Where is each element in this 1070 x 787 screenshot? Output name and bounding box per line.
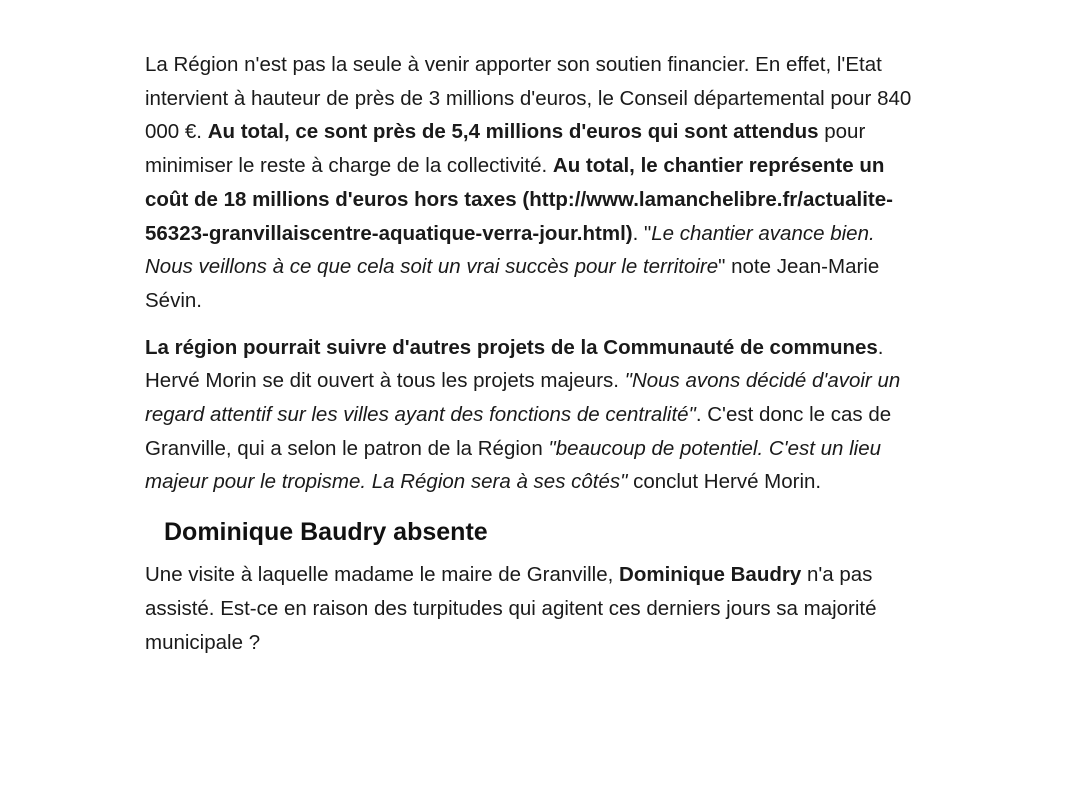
paragraph-text: . C'est donc le cas de Granville, qui a selon le patron de la Région [145, 403, 892, 460]
other-projects-highlight: La région pourrait suivre d'autres projets de la Communauté de communes [145, 335, 878, 359]
article-body [145, 48, 925, 659]
funding-total-highlight: Au total, ce sont près de 5,4 millions d'euros qui sont attendus [207, 120, 819, 144]
quote-sevin: Le chantier avance bien. Nous veillons à ce que cela soit un vrai succès pour le territoire [145, 221, 875, 279]
paragraph-text: Une visite à laquelle madame le maire de Granville, [145, 563, 620, 587]
paragraph-text: . " [632, 221, 652, 245]
paragraph-other-projects [145, 331, 925, 500]
paragraph-text: La Région n'est pas la seule à venir apporter son soutien financier. En effet, l'Etat intervient à hauteur de près de 3 millions d'euros, le Conseil départemental pour 840 000 €. [145, 53, 912, 144]
paragraph-baudry-absent [145, 558, 925, 659]
paragraph-text: n'a pas assisté. Est-ce en raison des turpitudes qui agitent ces derniers jours sa majorité municipale ? [145, 563, 877, 654]
paragraph-text: conclut Hervé Morin. [627, 470, 822, 494]
section-heading: Dominique Baudry absente [164, 518, 488, 547]
paragraph-region-funding [145, 48, 925, 318]
paragraph-text: " note Jean-Marie Sévin. [145, 255, 880, 312]
mayor-name-highlight: Dominique Baudry [619, 563, 802, 587]
quote-morin-centrality: "Nous avons décidé d'avoir un regard attentif sur les villes ayant des fonctions de centralité" [145, 369, 901, 427]
project-cost-highlight: Au total, le chantier représente un coût de 18 millions d'euros hors taxes (http://www.lamanchelibre.fr/actualite-56323-granvillaiscentre-aquatique-verra-jour.html) [145, 154, 893, 245]
paragraph-text: pour minimiser le reste à charge de la collectivité. [145, 120, 866, 178]
paragraph-text: . Hervé Morin se dit ouvert à tous les projets majeurs. [145, 335, 884, 393]
quote-morin-potential: "beaucoup de potentiel. C'est un lieu majeur pour le tropisme. La Région sera à ses côtés" [145, 436, 882, 494]
